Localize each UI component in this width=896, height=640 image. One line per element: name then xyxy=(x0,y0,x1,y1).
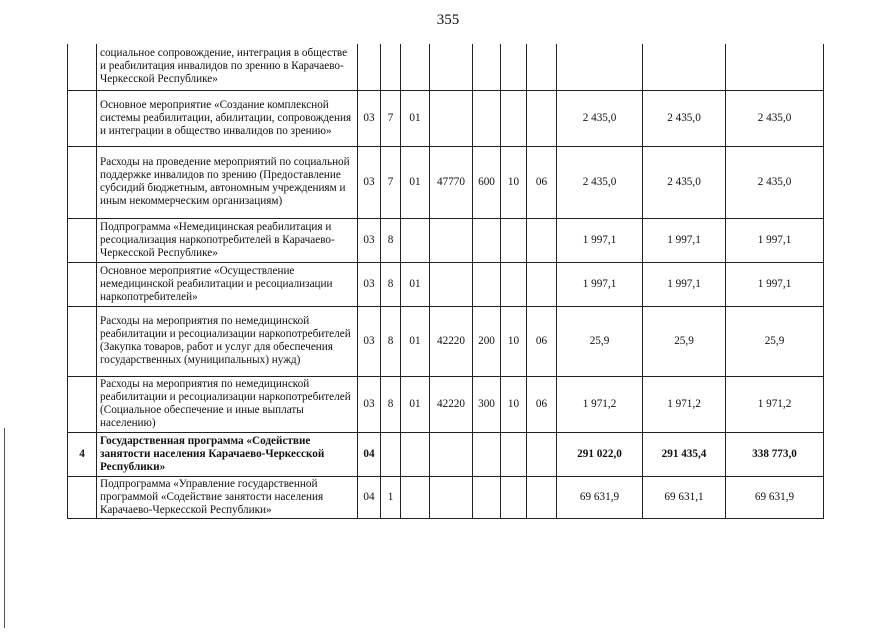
amount-cell-a3: 2 435,0 xyxy=(726,146,824,218)
code-cell-c6: 10 xyxy=(501,146,527,218)
code-cell-c7: 06 xyxy=(527,306,557,376)
row-number-cell xyxy=(68,262,97,306)
code-cell-c3: 01 xyxy=(401,146,430,218)
amount-cell-a3: 25,9 xyxy=(726,306,824,376)
code-cell-c2 xyxy=(381,44,401,90)
code-cell-c5 xyxy=(473,218,501,262)
code-cell-c7 xyxy=(527,44,557,90)
amount-cell-a1: 2 435,0 xyxy=(557,90,643,146)
row-name-cell: Основное мероприятие «Осуществление немедицинской реабилитации и ресоциализации наркопотребителей» xyxy=(97,262,358,306)
row-number-cell xyxy=(68,476,97,518)
code-cell-c3 xyxy=(401,432,430,476)
code-cell-c4: 47770 xyxy=(430,146,473,218)
code-cell-c1 xyxy=(358,44,381,90)
row-name-cell: Основное мероприятие «Создание комплексной системы реабилитации, абилитации, сопровождения и интеграции в общество инвалидов по зрению» xyxy=(97,90,358,146)
row-number-cell xyxy=(68,218,97,262)
code-cell-c4 xyxy=(430,218,473,262)
amount-cell-a1: 2 435,0 xyxy=(557,146,643,218)
amount-cell-a2 xyxy=(643,44,726,90)
code-cell-c3 xyxy=(401,218,430,262)
amount-cell-a1: 1 971,2 xyxy=(557,376,643,432)
code-cell-c5 xyxy=(473,44,501,90)
table-row xyxy=(68,218,824,262)
row-name-cell: Государственная программа «Содействие занятости населения Карачаево-Черкесской Республики» xyxy=(97,432,358,476)
amount-cell-a1: 69 631,9 xyxy=(557,476,643,518)
code-cell-c3: 01 xyxy=(401,306,430,376)
code-cell-c5: 200 xyxy=(473,306,501,376)
code-cell-c5 xyxy=(473,262,501,306)
amount-cell-a1: 291 022,0 xyxy=(557,432,643,476)
code-cell-c3 xyxy=(401,44,430,90)
amount-cell-a1: 25,9 xyxy=(557,306,643,376)
code-cell-c7 xyxy=(527,432,557,476)
code-cell-c6 xyxy=(501,476,527,518)
code-cell-c3 xyxy=(401,476,430,518)
scan-edge-line xyxy=(4,428,5,628)
table-row xyxy=(68,432,824,476)
amount-cell-a1: 1 997,1 xyxy=(557,218,643,262)
code-cell-c5: 600 xyxy=(473,146,501,218)
row-number-cell xyxy=(68,44,97,90)
amount-cell-a3: 1 971,2 xyxy=(726,376,824,432)
code-cell-c2: 7 xyxy=(381,90,401,146)
amount-cell-a2: 69 631,1 xyxy=(643,476,726,518)
table-row xyxy=(68,262,824,306)
amount-cell-a3: 1 997,1 xyxy=(726,262,824,306)
code-cell-c2: 8 xyxy=(381,306,401,376)
table-row xyxy=(68,90,824,146)
code-cell-c4 xyxy=(430,90,473,146)
code-cell-c2 xyxy=(381,432,401,476)
code-cell-c1: 03 xyxy=(358,262,381,306)
code-cell-c5 xyxy=(473,90,501,146)
code-cell-c4 xyxy=(430,476,473,518)
code-cell-c3: 01 xyxy=(401,376,430,432)
code-cell-c6: 10 xyxy=(501,376,527,432)
code-cell-c6: 10 xyxy=(501,306,527,376)
table-row xyxy=(68,306,824,376)
code-cell-c3: 01 xyxy=(401,90,430,146)
table-row xyxy=(68,476,824,518)
table-row xyxy=(68,376,824,432)
page-number: 355 xyxy=(436,12,460,28)
code-cell-c4: 42220 xyxy=(430,306,473,376)
amount-cell-a2: 25,9 xyxy=(643,306,726,376)
row-number-cell: 4 xyxy=(68,432,97,476)
code-cell-c2: 8 xyxy=(381,376,401,432)
code-cell-c6 xyxy=(501,432,527,476)
amount-cell-a3 xyxy=(726,44,824,90)
row-number-cell xyxy=(68,146,97,218)
code-cell-c5: 300 xyxy=(473,376,501,432)
row-name-cell: Расходы на проведение мероприятий по социальной поддержке инвалидов по зрению (Предоставление субсидий бюджетным, автономным учреждениям и иным некоммерческим организациям) xyxy=(97,146,358,218)
amount-cell-a2: 2 435,0 xyxy=(643,146,726,218)
row-name-cell: социальное сопровождение, интеграция в обществе и реабилитация инвалидов по зрению в Карачаево-Черкесской Республике» xyxy=(97,44,358,90)
row-name-cell: Подпрограмма «Немедицинская реабилитация и ресоциализация наркопотребителей в Карачаево-Черкесской Республике» xyxy=(97,218,358,262)
code-cell-c2: 7 xyxy=(381,146,401,218)
code-cell-c1: 03 xyxy=(358,306,381,376)
code-cell-c1: 03 xyxy=(358,218,381,262)
code-cell-c1: 03 xyxy=(358,146,381,218)
amount-cell-a3: 338 773,0 xyxy=(726,432,824,476)
code-cell-c2: 1 xyxy=(381,476,401,518)
row-number-cell xyxy=(68,376,97,432)
code-cell-c4: 42220 xyxy=(430,376,473,432)
code-cell-c7 xyxy=(527,218,557,262)
code-cell-c4 xyxy=(430,432,473,476)
table-row xyxy=(68,44,824,90)
table-row xyxy=(68,146,824,218)
code-cell-c6 xyxy=(501,218,527,262)
code-cell-c5 xyxy=(473,476,501,518)
code-cell-c4 xyxy=(430,262,473,306)
code-cell-c6 xyxy=(501,262,527,306)
code-cell-c7: 06 xyxy=(527,376,557,432)
row-name-cell: Расходы на мероприятия по немедицинской реабилитации и ресоциализации наркопотребителей (Закупка товаров, работ и услуг для обеспечения государственных (муниципальных) нужд) xyxy=(97,306,358,376)
code-cell-c6 xyxy=(501,90,527,146)
amount-cell-a2: 1 997,1 xyxy=(643,218,726,262)
code-cell-c1: 03 xyxy=(358,376,381,432)
row-name-cell: Расходы на мероприятия по немедицинской реабилитации и ресоциализации наркопотребителей (Социальное обеспечение и иные выплаты населению) xyxy=(97,376,358,432)
code-cell-c1: 03 xyxy=(358,90,381,146)
code-cell-c6 xyxy=(501,44,527,90)
code-cell-c5 xyxy=(473,432,501,476)
row-number-cell xyxy=(68,90,97,146)
amount-cell-a2: 1 997,1 xyxy=(643,262,726,306)
code-cell-c4 xyxy=(430,44,473,90)
code-cell-c2: 8 xyxy=(381,262,401,306)
amount-cell-a3: 1 997,1 xyxy=(726,218,824,262)
amount-cell-a3: 69 631,9 xyxy=(726,476,824,518)
code-cell-c7 xyxy=(527,476,557,518)
amount-cell-a2: 291 435,4 xyxy=(643,432,726,476)
code-cell-c1: 04 xyxy=(358,476,381,518)
code-cell-c1: 04 xyxy=(358,432,381,476)
amount-cell-a1 xyxy=(557,44,643,90)
amount-cell-a2: 2 435,0 xyxy=(643,90,726,146)
code-cell-c7: 06 xyxy=(527,146,557,218)
code-cell-c3: 01 xyxy=(401,262,430,306)
code-cell-c2: 8 xyxy=(381,218,401,262)
code-cell-c7 xyxy=(527,262,557,306)
budget-table xyxy=(67,44,824,519)
amount-cell-a2: 1 971,2 xyxy=(643,376,726,432)
amount-cell-a1: 1 997,1 xyxy=(557,262,643,306)
row-name-cell: Подпрограмма «Управление государственной программой «Содействие занятости населения Карачаево-Черкесской Республики» xyxy=(97,476,358,518)
code-cell-c7 xyxy=(527,90,557,146)
row-number-cell xyxy=(68,306,97,376)
amount-cell-a3: 2 435,0 xyxy=(726,90,824,146)
